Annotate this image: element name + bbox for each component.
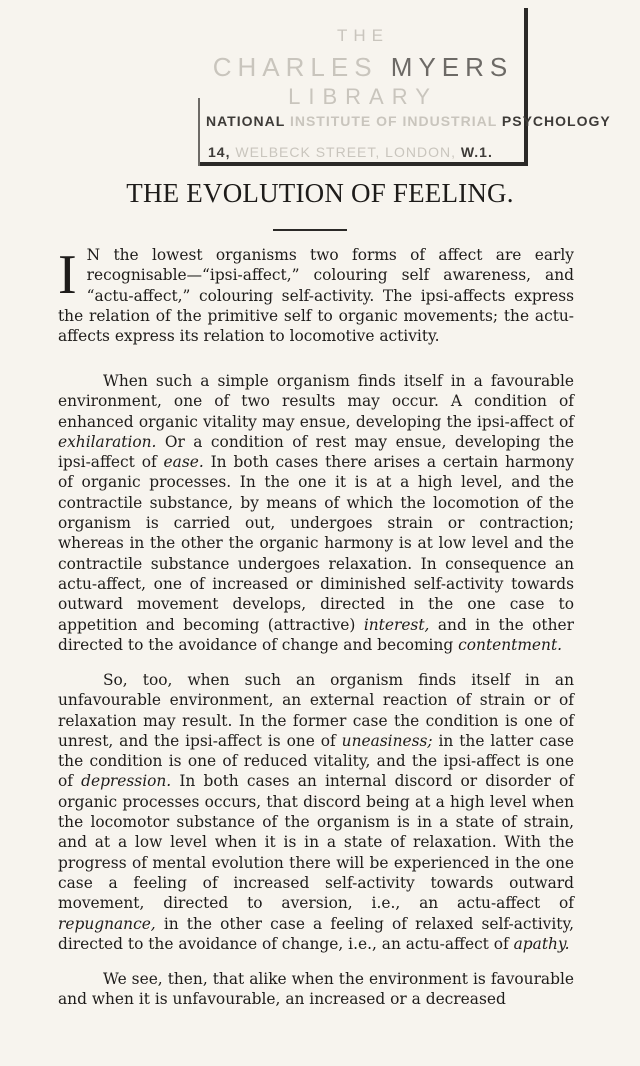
stamp-address-end: W.1.: [460, 144, 493, 160]
title-divider: [273, 229, 347, 231]
emphasis-exhilaration: exhilaration.: [58, 432, 157, 451]
paragraph-1-text: N the lowest organisms two forms of affect are early recognisable—“ipsi-affect,” colouring self awareness, and “actu-affect,” colouring self-activity. The ipsi-affects express the relation of the primitive self to organic movements; the actu-affects express its relation to locomotive activity.: [58, 246, 574, 346]
drop-cap: I: [58, 244, 77, 306]
paragraph-3-text-a: So, too, when such an organism finds itself in an unfavourable environment, an external reaction of strain or of relaxation may result. In the former case the condition is one of unrest, and the ipsi-affect is one of: [58, 671, 574, 750]
stamp-line-address: [208, 144, 493, 160]
stamp-address-mid: WELBECK STREET, LONDON,: [235, 144, 456, 160]
stamp-line-institute: [206, 113, 611, 129]
library-stamp: [198, 8, 611, 166]
paragraph-2-text-b: Or a condition of rest may ensue, developing the ipsi-affect of: [58, 432, 574, 472]
paragraph-4-text: We see, then, that alike when the environment is favourable and when it is unfavourable, an increased or a decreased: [58, 970, 574, 1009]
emphasis-repugnance: repugnance,: [58, 914, 156, 933]
paragraph-2-text-d: and in the other directed to the avoidance of change and becoming: [58, 615, 574, 654]
stamp-address-start: 14,: [208, 144, 231, 160]
page-title: THE EVOLUTION OF FEELING.: [126, 178, 514, 208]
stamp-border-bottom: [198, 162, 528, 166]
paragraph-2-text-a: When such a simple organism finds itself in a favourable environment, one of two results may occur. A condition of enhanced organic vitality may ensue, developing the ipsi-affect of: [58, 372, 574, 431]
paragraph-3: [58, 670, 574, 954]
stamp-line-top: THE: [337, 26, 389, 45]
emphasis-contentment: contentment.: [458, 635, 563, 654]
emphasis-apathy: apathy.: [513, 934, 570, 953]
paragraph-3-text-b: in the latter case the condition is one of reduced vitality, and the ipsi-affect is one of: [58, 731, 574, 791]
paragraph-4: [58, 969, 574, 1010]
stamp-line-name: [198, 52, 528, 83]
emphasis-depression: depression.: [81, 772, 172, 791]
emphasis-interest: interest,: [363, 615, 430, 634]
paragraph-3-text-c: In both cases an internal discord or disorder of organic processes occurs, that discord being at a high level when the locomotor substance of the organism is in a state of strain, and at a low level when it is in a state of relaxation. With the progress of mental evolution there will be experienced in the one case a feeling of increased self-activity towards outward movement, directed to aversion, i.e., an actu-affect of: [58, 772, 574, 913]
paragraph-1: [58, 245, 574, 346]
paragraph-2-text-c: In both cases there arises a certain harmony of organic processes. In the one it is at a high level, and the contractile substance, by means of which the locomotion of the organism is carried out, undergoes strain or contraction; whereas in the other the organic harmony is at low level and the contractile substance undergoes relaxation. In consequence an actu-affect, one of increased or diminished self-activity towards outward movement develops, directed in the one case to appetition and becoming (attractive): [58, 453, 574, 634]
stamp-name-prefix: CHARLES: [212, 52, 378, 82]
paragraph-2: [58, 371, 574, 655]
emphasis-uneasiness: uneasiness;: [341, 731, 433, 750]
paragraph-3-text-d: in the other case a feeling of relaxed self-activity, directed to the avoidance of change, i.e., an actu-affect of: [58, 914, 574, 953]
emphasis-ease: ease.: [163, 453, 204, 472]
stamp-institute-end: PSYCHOLOGY: [501, 113, 611, 129]
stamp-name-suffix: MYERS: [390, 52, 514, 82]
stamp-line-library: LIBRARY: [288, 84, 438, 109]
stamp-institute-mid: INSTITUTE OF INDUSTRIAL: [289, 113, 498, 129]
stamp-institute-start: NATIONAL: [206, 113, 286, 129]
